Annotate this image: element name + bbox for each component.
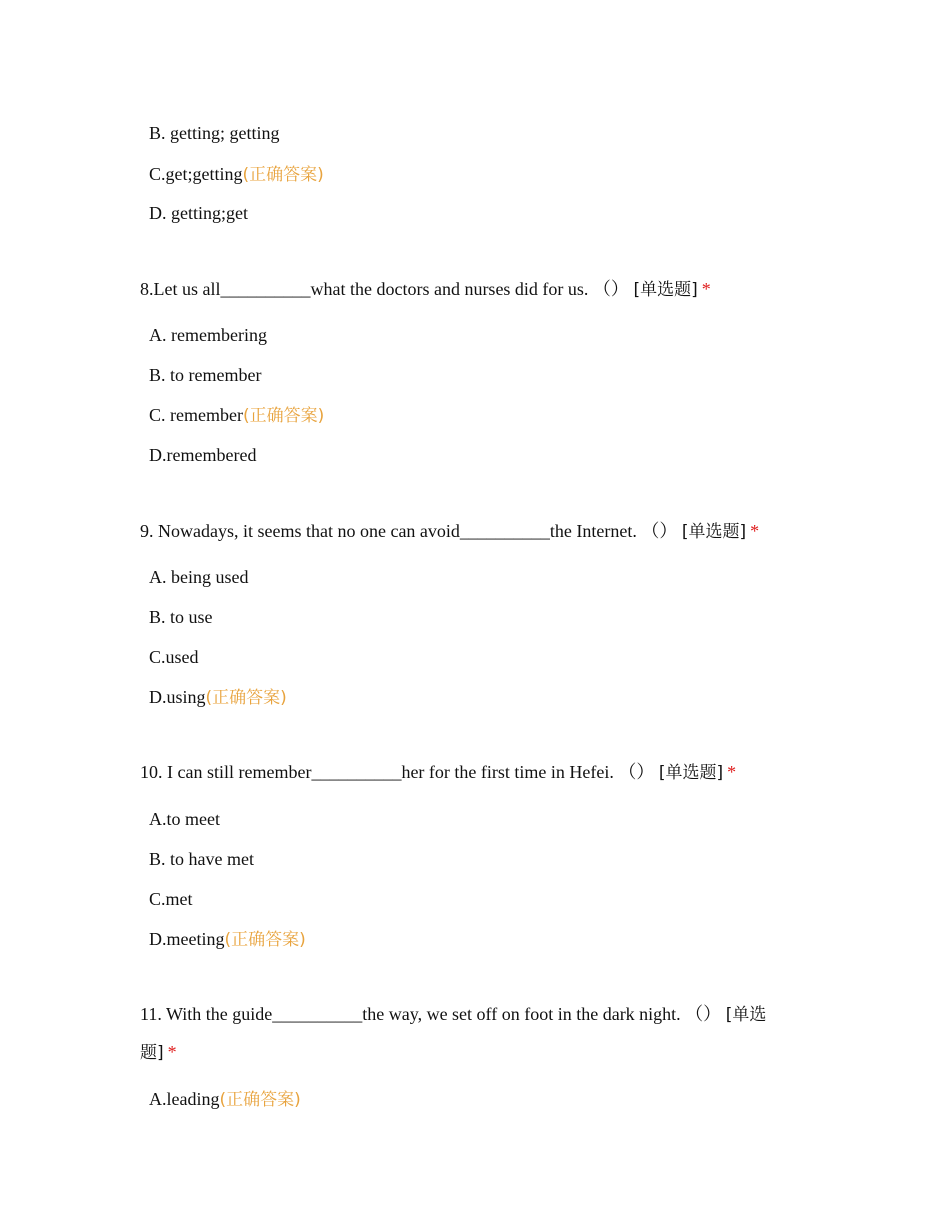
question-8 xyxy=(140,271,800,309)
question-type: [单选题] xyxy=(658,763,724,783)
option-label: D.meeting xyxy=(149,929,225,949)
q11-option-a[interactable] xyxy=(149,1087,301,1112)
option-label: B. to remember xyxy=(149,365,262,385)
required-mark: * xyxy=(750,521,760,541)
required-mark: * xyxy=(167,1042,177,1062)
option-label: A. remembering xyxy=(149,325,267,345)
q10-option-d[interactable] xyxy=(149,927,306,952)
q8-option-b[interactable] xyxy=(149,363,261,387)
q10-option-a[interactable] xyxy=(149,807,220,831)
question-text: 9. Nowadays, it seems that no one can avoid__________the Internet. （） xyxy=(140,521,678,541)
question-9 xyxy=(140,513,800,551)
q10-option-c[interactable] xyxy=(149,887,193,911)
correct-answer-tag: (正确答案) xyxy=(242,165,324,185)
correct-answer-tag: (正确答案) xyxy=(224,930,306,950)
question-type: [单选题] xyxy=(140,1005,767,1063)
q7-option-b[interactable] xyxy=(149,121,280,145)
question-text: 11. With the guide__________the way, we set off on foot in the dark night. （） xyxy=(140,1004,722,1024)
question-text: 8.Let us all__________what the doctors and nurses did for us. （） xyxy=(140,279,629,299)
required-mark: * xyxy=(701,279,711,299)
q8-option-a[interactable] xyxy=(149,323,267,347)
correct-answer-tag: (正确答案) xyxy=(242,406,325,426)
option-label: C.get;getting xyxy=(149,164,243,184)
option-label: C.met xyxy=(149,889,193,909)
option-label: A.to meet xyxy=(149,809,220,829)
option-label: A. being used xyxy=(149,567,249,587)
option-label: B. to use xyxy=(149,607,213,627)
question-11 xyxy=(140,996,800,1072)
option-label: D. getting;get xyxy=(149,203,248,223)
option-label: D.using xyxy=(149,687,206,707)
option-label: C.used xyxy=(149,647,199,667)
q10-option-b[interactable] xyxy=(149,847,254,871)
correct-answer-tag: (正确答案) xyxy=(205,688,287,708)
option-label: A.leading xyxy=(149,1089,220,1109)
question-text: 10. I can still remember__________her for the first time in Hefei. （） xyxy=(140,762,655,782)
q8-option-d[interactable] xyxy=(149,443,256,467)
required-mark: * xyxy=(727,762,737,782)
q9-option-d[interactable] xyxy=(149,685,287,710)
q9-option-c[interactable] xyxy=(149,645,199,669)
option-label: D.remembered xyxy=(149,445,257,465)
question-type: [单选题] xyxy=(681,522,747,542)
option-label: B. to have met xyxy=(149,849,254,869)
option-label: B. getting; getting xyxy=(149,123,280,143)
question-type: [单选题] xyxy=(633,280,698,300)
q9-option-b[interactable] xyxy=(149,605,213,629)
question-10 xyxy=(140,754,800,792)
q9-option-a[interactable] xyxy=(149,565,248,589)
option-label: C. remember xyxy=(149,405,243,425)
q8-option-c[interactable] xyxy=(149,403,324,428)
correct-answer-tag: (正确答案) xyxy=(219,1090,301,1110)
q7-option-c[interactable] xyxy=(149,162,324,187)
q7-option-d[interactable] xyxy=(149,201,248,225)
